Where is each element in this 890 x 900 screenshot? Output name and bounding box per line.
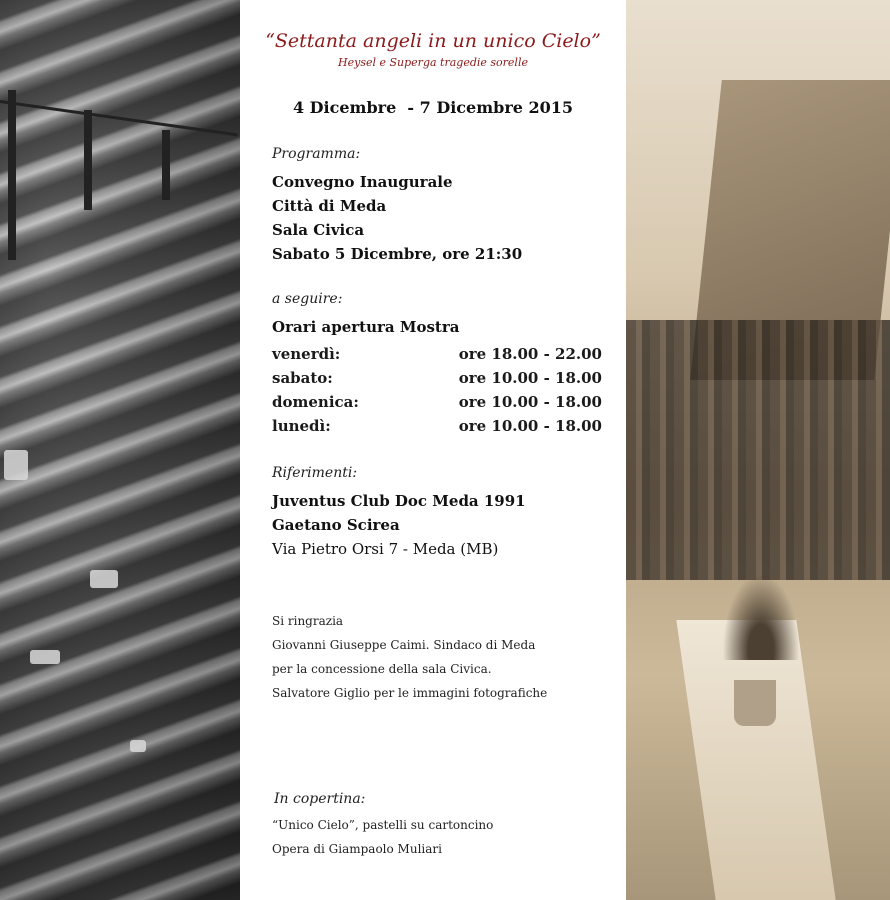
memorial-sepia-photo: [626, 0, 890, 900]
schedule-day: lunedì:: [272, 417, 331, 435]
riferimenti-line: Juventus Club Doc Meda 1991: [272, 492, 526, 510]
schedule-row: [272, 369, 602, 389]
potted-plant: [716, 560, 806, 660]
thanks-line: Si ringrazia: [272, 614, 344, 628]
riferimenti-line: Gaetano Scirea: [272, 516, 400, 534]
thanks-line: Giovanni Giuseppe Caimi. Sindaco di Meda: [272, 638, 536, 652]
schedule-row: [272, 345, 602, 365]
thanks-line: Salvatore Giglio per le immagini fotografiche: [272, 686, 548, 700]
railing-post: [162, 130, 170, 200]
crowd: [626, 320, 890, 580]
copertina-line: “Unico Cielo”, pastelli su cartoncino: [272, 818, 494, 832]
stadium-steps-photo: [0, 0, 240, 900]
debris-cup: [30, 650, 60, 664]
programma-line: Sala Civica: [272, 221, 365, 239]
event-dates: 4 Dicembre - 7 Dicembre 2015: [292, 98, 574, 117]
schedule-hours: ore 18.00 - 22.00: [458, 345, 602, 363]
copertina-line: Opera di Giampaolo Muliari: [272, 842, 442, 856]
riferimenti-label: Riferimenti:: [272, 465, 358, 481]
debris-cup: [130, 740, 146, 752]
schedule-row: [272, 417, 602, 437]
debris-cup: [4, 450, 28, 480]
railing-post: [8, 90, 16, 260]
event-subtitle: Heysel e Superga tragedie sorelle: [338, 56, 528, 69]
riferimenti-address: Via Pietro Orsi 7 - Meda (MB): [272, 540, 499, 558]
copertina-label: In copertina:: [274, 791, 366, 807]
schedule-hours: ore 10.00 - 18.00: [458, 369, 602, 387]
schedule-day: venerdì:: [272, 345, 341, 363]
programma-line: Città di Meda: [272, 197, 387, 215]
programma-label: Programma:: [272, 146, 361, 162]
plant-pot: [734, 680, 776, 726]
event-title: “Settanta angeli in un unico Cielo”: [265, 30, 601, 52]
schedule-day: domenica:: [272, 393, 359, 411]
schedule-hours: ore 10.00 - 18.00: [458, 417, 602, 435]
schedule-hours: ore 10.00 - 18.00: [458, 393, 602, 411]
schedule-day: sabato:: [272, 369, 333, 387]
programma-line: Convegno Inaugurale: [272, 173, 453, 191]
walkway: [676, 620, 835, 900]
photo-vignette: [0, 0, 240, 900]
programma-line: Sabato 5 Dicembre, ore 21:30: [272, 245, 523, 263]
mostra-heading: Orari apertura Mostra: [272, 318, 460, 336]
thanks-line: per la concessione della sala Civica.: [272, 662, 492, 676]
debris-cup: [90, 570, 118, 588]
railing-post: [84, 110, 92, 210]
schedule-row: [272, 393, 602, 413]
seguire-label: a seguire:: [272, 291, 343, 307]
program-text-panel: [240, 0, 626, 900]
